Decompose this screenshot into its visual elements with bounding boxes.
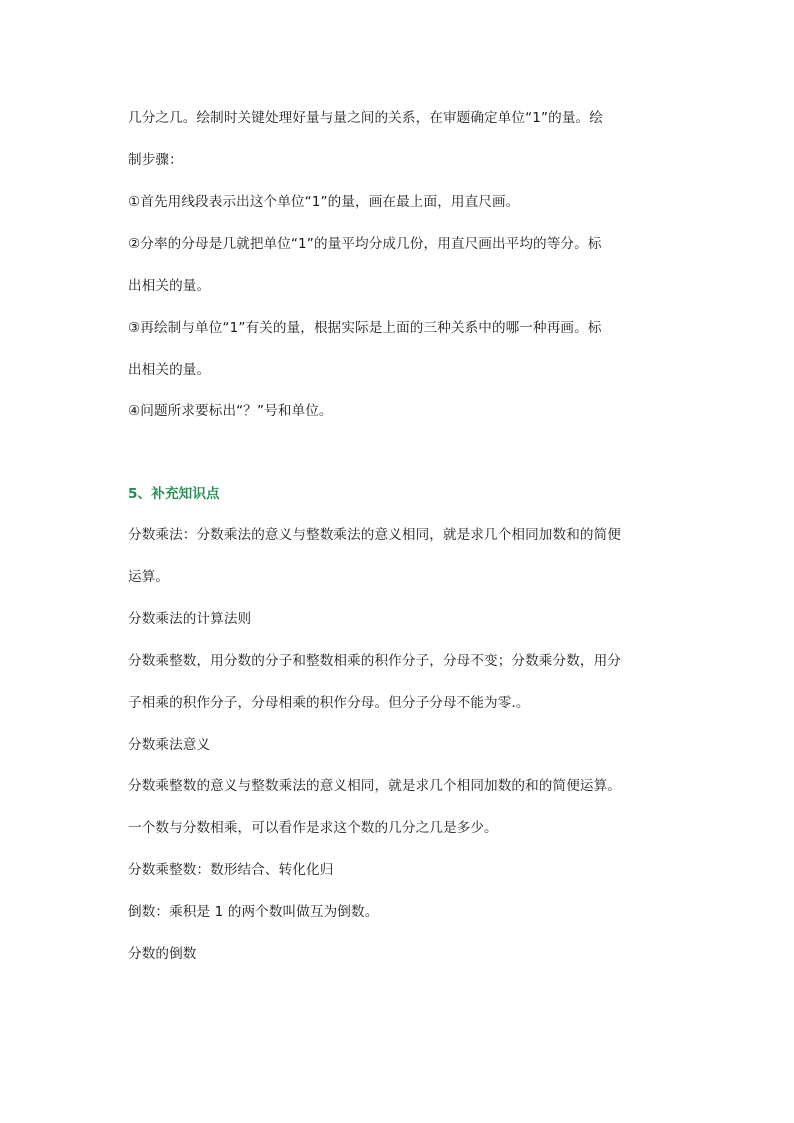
step-3-line: ③再绘制与单位“1”有关的量，根据实际是上面的三种关系中的哪一种再画。标 (128, 320, 602, 336)
subheading-line: 分数的倒数 (128, 946, 197, 962)
subheading-line: 分数乘法意义 (128, 737, 211, 753)
paragraph-line: 分数乘整数，用分数的分子和整数相乘的积作分子，分母不变；分数乘分数，用分 (128, 653, 621, 669)
subheading-line: 分数乘法的计算法则 (128, 611, 252, 627)
paragraph-line: 出相关的量。 (128, 362, 211, 378)
step-4-line: ④问题所求要标出“？”号和单位。 (128, 403, 333, 419)
paragraph-line: 几分之几。绘制时关键处理好量与量之间的关系，在审题确定单位“1”的量。绘 (128, 110, 603, 126)
paragraph-line: 分数乘法：分数乘法的意义与整数乘法的意义相同，就是求几个相同加数和的简便 (128, 527, 621, 543)
paragraph-line: 出相关的量。 (128, 278, 211, 294)
paragraph-line: 倒数：乘积是 1 的两个数叫做互为倒数。 (128, 904, 379, 920)
paragraph-line: 分数乘整数：数形结合、转化化归 (128, 862, 334, 878)
paragraph-line: 运算。 (128, 569, 170, 585)
paragraph-line: 子相乘的积作分子，分母相乘的积作分母。但分子分母不能为零.。 (128, 695, 530, 711)
paragraph-line: 一个数与分数相乘，可以看作是求这个数的几分之几是多少。 (128, 820, 498, 836)
paragraph-line: 制步骤： (128, 152, 183, 168)
step-2-line: ②分率的分母是几就把单位“1”的量平均分成几份，用直尺画出平均的等分。标 (128, 236, 602, 252)
paragraph-line: 分数乘整数的意义与整数乘法的意义相同，就是求几个相同加数的和的简便运算。 (128, 778, 621, 794)
section-heading: 5、补充知识点 (128, 486, 220, 502)
step-1-line: ①首先用线段表示出这个单位“1”的量，画在最上面，用直尺画。 (128, 194, 520, 210)
